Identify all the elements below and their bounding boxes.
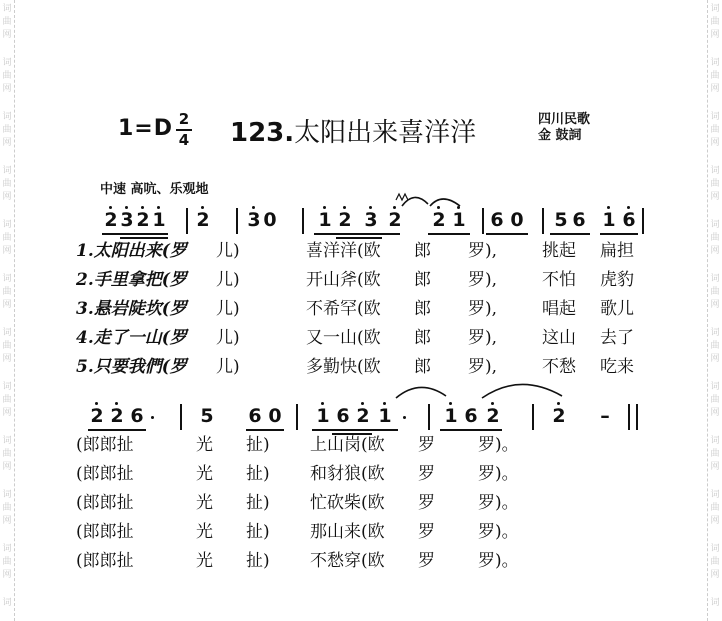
lyric-segment: (郎郎扯: [76, 493, 134, 513]
lyric-segment: 4.走了一山(罗: [76, 328, 187, 348]
watermark-char: 网: [710, 192, 720, 202]
lyric-segment: 光: [196, 493, 213, 513]
lyric-segment: 罗)。: [478, 493, 519, 513]
watermark-char: 曲: [2, 17, 12, 27]
lyric-segment: 不愁: [542, 357, 576, 377]
watermark-char: 曲: [710, 557, 720, 567]
watermark-char: 词: [710, 220, 720, 230]
watermark-char: 网: [710, 462, 720, 472]
lyric-segment: 多勤快(欧: [306, 357, 381, 377]
slur-4: [482, 384, 562, 398]
note: 3: [120, 209, 134, 231]
lyric-segment: (郎郎扯: [76, 464, 134, 484]
watermark-char: 词: [710, 112, 720, 122]
lyric-segment: 儿): [216, 241, 240, 261]
watermark-char: 词: [710, 166, 720, 176]
watermark-char: 词: [2, 274, 12, 284]
watermark-char: 曲: [2, 233, 12, 243]
lyric-segment: 郎: [414, 357, 431, 377]
watermark-char: 词: [710, 58, 720, 68]
note: 2: [356, 405, 370, 427]
note: 2: [136, 209, 150, 231]
meter-top: 2: [178, 110, 190, 128]
note: 2: [196, 209, 210, 231]
watermark-char: 词: [2, 382, 12, 392]
ornament-mark: [396, 194, 408, 200]
watermark-char: 网: [2, 138, 12, 148]
note: 2: [90, 405, 104, 427]
note: 2: [338, 209, 352, 231]
watermark-char: 词: [2, 544, 12, 554]
lyric-segment: 不怕: [542, 270, 576, 290]
watermark-char: 网: [2, 192, 12, 202]
watermark-char: 曲: [710, 125, 720, 135]
watermark-char: 词: [2, 436, 12, 446]
note: 6: [130, 405, 144, 427]
watermark-char: 词: [710, 544, 720, 554]
watermark-char: 曲: [710, 449, 720, 459]
watermark-char: 网: [710, 408, 720, 418]
lyric-segment: 儿): [216, 328, 240, 348]
watermark-char: 曲: [2, 557, 12, 567]
watermark-char: 曲: [710, 341, 720, 351]
lyric-segment: 罗: [418, 522, 435, 542]
note: 0: [510, 209, 524, 231]
lyric-segment: 喜洋洋(欧: [306, 241, 381, 261]
watermark-char: 网: [710, 516, 720, 526]
watermark-char: 曲: [2, 179, 12, 189]
watermark-char: 网: [710, 30, 720, 40]
watermark-char: 曲: [710, 17, 720, 27]
lyric-segment: 扯): [246, 522, 270, 542]
slur-3: [396, 387, 446, 398]
note: 6: [248, 405, 262, 427]
watermark-char: 曲: [2, 341, 12, 351]
note: 6: [622, 209, 636, 231]
note: 6: [572, 209, 586, 231]
lyric-segment: 歌儿: [600, 299, 634, 319]
watermark-char: 词: [2, 328, 12, 338]
lyric-segment: 儿): [216, 299, 240, 319]
lyric-segment: 扁担: [600, 241, 634, 261]
watermark-char: 网: [2, 354, 12, 364]
watermark-char: 词: [2, 220, 12, 230]
note: 2: [432, 209, 446, 231]
lyric-segment: 罗: [418, 435, 435, 455]
lyric-segment: 2.手里拿把(罗: [76, 270, 187, 290]
lyric-segment: 罗),: [468, 241, 498, 261]
song-title-text: 太阳出来喜洋洋: [294, 118, 477, 148]
song-origin: 四川民歌: [538, 112, 591, 127]
note: 3: [364, 209, 378, 231]
watermark-char: 网: [710, 300, 720, 310]
watermark-char: 曲: [2, 395, 12, 405]
watermark-char: 曲: [710, 503, 720, 513]
lyric-segment: 虎豹: [600, 270, 634, 290]
watermark-char: 词: [710, 382, 720, 392]
watermark-char: 词: [2, 112, 12, 122]
watermark-char: 网: [2, 30, 12, 40]
note: 0: [263, 209, 277, 231]
note: 2: [552, 405, 566, 427]
lyric-segment: 光: [196, 435, 213, 455]
note: 5: [200, 405, 214, 427]
note: 2: [486, 405, 500, 427]
watermark-char: 网: [710, 138, 720, 148]
lyric-segment: 那山来(欧: [310, 522, 385, 542]
watermark-char: 网: [2, 570, 12, 580]
lyric-segment: 郎: [414, 328, 431, 348]
lyric-segment: 罗: [418, 551, 435, 571]
lyric-segment: 吃来: [600, 357, 634, 377]
lyric-segment: 这山: [542, 328, 576, 348]
note: 1: [602, 209, 616, 231]
watermark-char: 网: [710, 246, 720, 256]
lyric-segment: (郎郎扯: [76, 435, 134, 455]
lyric-segment: 罗),: [468, 270, 498, 290]
watermark-char: 词: [2, 4, 12, 14]
lyric-segment: 郎: [414, 299, 431, 319]
watermark-char: 词: [710, 598, 720, 608]
note: 2: [110, 405, 124, 427]
watermark-char: 曲: [2, 287, 12, 297]
watermark-char: 词: [2, 166, 12, 176]
lyric-segment: (郎郎扯: [76, 551, 134, 571]
lyric-segment: 不愁穿(欧: [310, 551, 385, 571]
lyric-segment: 罗),: [468, 357, 498, 377]
watermark-char: 词: [710, 328, 720, 338]
lyric-segment: 扯): [246, 464, 270, 484]
lyric-segment: 3.悬岩陡坎(罗: [76, 299, 187, 319]
watermark-char: 网: [2, 300, 12, 310]
watermark-char: 词: [2, 58, 12, 68]
lyric-segment: 不希罕(欧: [306, 299, 381, 319]
lyric-segment: 罗),: [468, 328, 498, 348]
watermark-char: 词: [710, 274, 720, 284]
lyric-segment: 郎: [414, 270, 431, 290]
note: 3: [247, 209, 261, 231]
lyric-segment: 光: [196, 464, 213, 484]
lyric-segment: 罗)。: [478, 464, 519, 484]
watermark-char: 词: [2, 598, 12, 608]
watermark-char: 曲: [2, 71, 12, 81]
lyric-segment: 开山斧(欧: [306, 270, 381, 290]
lyric-segment: 罗),: [468, 299, 498, 319]
watermark-char: 网: [2, 516, 12, 526]
watermark-char: 词: [710, 490, 720, 500]
lyric-segment: 挑起: [542, 241, 576, 261]
lyric-segment: 罗: [418, 493, 435, 513]
lyric-segment: 1.太阳出来(罗: [76, 241, 187, 261]
watermark-char: 网: [2, 408, 12, 418]
lyric-segment: 忙砍柴(欧: [310, 493, 385, 513]
watermark-char: 网: [710, 84, 720, 94]
note: –: [600, 405, 610, 427]
note: 0: [268, 405, 282, 427]
lyric-segment: 罗)。: [478, 551, 519, 571]
note: 6: [490, 209, 504, 231]
lyric-segment: 光: [196, 551, 213, 571]
lyric-segment: 扯): [246, 493, 270, 513]
lyric-segment: 光: [196, 522, 213, 542]
lyric-segment: 唱起: [542, 299, 576, 319]
watermark-char: 曲: [2, 125, 12, 135]
note: 6: [464, 405, 478, 427]
watermark-char: 网: [710, 354, 720, 364]
lyric-segment: 又一山(欧: [306, 328, 381, 348]
note: 1: [452, 209, 466, 231]
lyric-segment: 罗)。: [478, 522, 519, 542]
watermark-char: 网: [710, 570, 720, 580]
key-signature: 1=D: [118, 116, 174, 141]
meter-bottom: 4: [178, 131, 190, 149]
lyric-segment: 扯): [246, 551, 270, 571]
note: 2: [104, 209, 118, 231]
lyric-segment: 5.只要我們(罗: [76, 357, 187, 377]
watermark-char: 曲: [710, 179, 720, 189]
lyric-segment: 儿): [216, 270, 240, 290]
note: 1: [316, 405, 330, 427]
watermark-char: 网: [2, 462, 12, 472]
song-number: 123.: [230, 118, 295, 148]
note: 1: [444, 405, 458, 427]
watermark-char: 词: [710, 4, 720, 14]
watermark-char: 曲: [710, 395, 720, 405]
lyric-segment: 去了: [600, 328, 634, 348]
lyric-segment: 罗: [418, 464, 435, 484]
lyric-segment: 和豺狼(欧: [310, 464, 385, 484]
watermark-char: 曲: [2, 449, 12, 459]
song-arranger: 金 鼓詞: [538, 128, 582, 143]
note: 1: [378, 405, 392, 427]
watermark-char: 曲: [2, 503, 12, 513]
slur-1: [402, 197, 428, 206]
watermark-char: 词: [2, 490, 12, 500]
lyric-segment: 儿): [216, 357, 240, 377]
note: 6: [336, 405, 350, 427]
lyric-segment: 扯): [246, 435, 270, 455]
watermark-char: 曲: [710, 71, 720, 81]
watermark-char: 词: [710, 436, 720, 446]
note: 5: [554, 209, 568, 231]
watermark-char: 曲: [710, 233, 720, 243]
lyric-segment: (郎郎扯: [76, 522, 134, 542]
lyric-segment: 上山岗(欧: [310, 435, 385, 455]
note: 1: [318, 209, 332, 231]
watermark-char: 曲: [710, 287, 720, 297]
lyric-segment: 郎: [414, 241, 431, 261]
lyric-segment: 罗)。: [478, 435, 519, 455]
note: 1: [152, 209, 166, 231]
note: 2: [388, 209, 402, 231]
tempo-marking: 中速 高吭、乐观地: [100, 182, 209, 197]
watermark-char: 网: [2, 84, 12, 94]
slur-2: [430, 199, 460, 206]
watermark-char: 网: [2, 246, 12, 256]
